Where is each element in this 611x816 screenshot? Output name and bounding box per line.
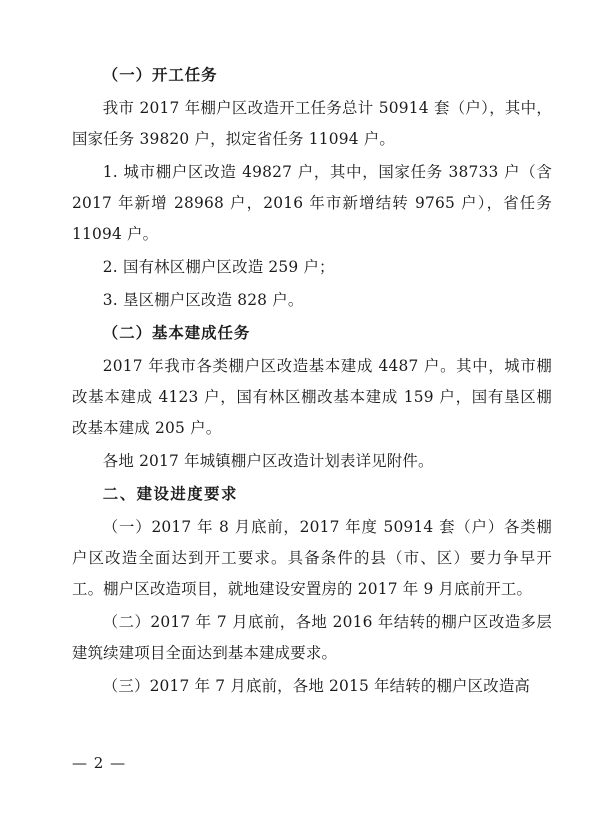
- para-sub-2: （二）2017 年 7 月底前，各地 2016 年结转的棚户区改造多层建筑续建项目全面达到基本建成要求。: [72, 613, 552, 662]
- para-fujian: 各地 2017 年城镇棚户区改造计划表详见附件。: [102, 452, 434, 470]
- para-item-2: 2. 国有林区棚户区改造 259 户；: [102, 258, 335, 276]
- para-jiben-jiancheng: 2017 年我市各类棚户区改造基本建成 4487 户。其中，城市棚改基本建成 4123 户，国有林区棚改基本建成 159 户，国有垦区棚改基本建成 205 户。: [72, 357, 552, 437]
- para-kaigong-total: 我市 2017 年棚户区改造开工任务总计 50914 套（户），其中，国家任务 39820 户，拟定省任务 11094 户。: [72, 99, 552, 148]
- heading-kaigong-renwu: （一）开工任务: [102, 66, 218, 84]
- para-sub-1: （一）2017 年 8 月底前，2017 年度 50914 套（户）各类棚户区改造全面达到开工要求。具备条件的县（市、区）要力争早开工。棚户区改造项目，就地建设安置房的 2017 年 9 月底前开工。: [72, 518, 552, 598]
- para-item-1: 1. 城市棚户区改造 49827 户，其中，国家任务 38733 户（含 2017 年新增 28968 户，2016 年市新增结转 9765 户），省任务 11094 户。: [72, 163, 552, 243]
- section-jianshe-jindu: 二、建设进度要求: [102, 485, 238, 503]
- heading-jiben-jiancheng: （二）基本建成任务: [102, 324, 251, 342]
- para-item-3: 3. 垦区棚户区改造 828 户。: [102, 291, 304, 309]
- page-number: — 2 —: [72, 754, 127, 772]
- para-sub-3: （三）2017 年 7 月底前，各地 2015 年结转的棚户区改造高: [102, 677, 530, 695]
- document-body: [72, 60, 552, 702]
